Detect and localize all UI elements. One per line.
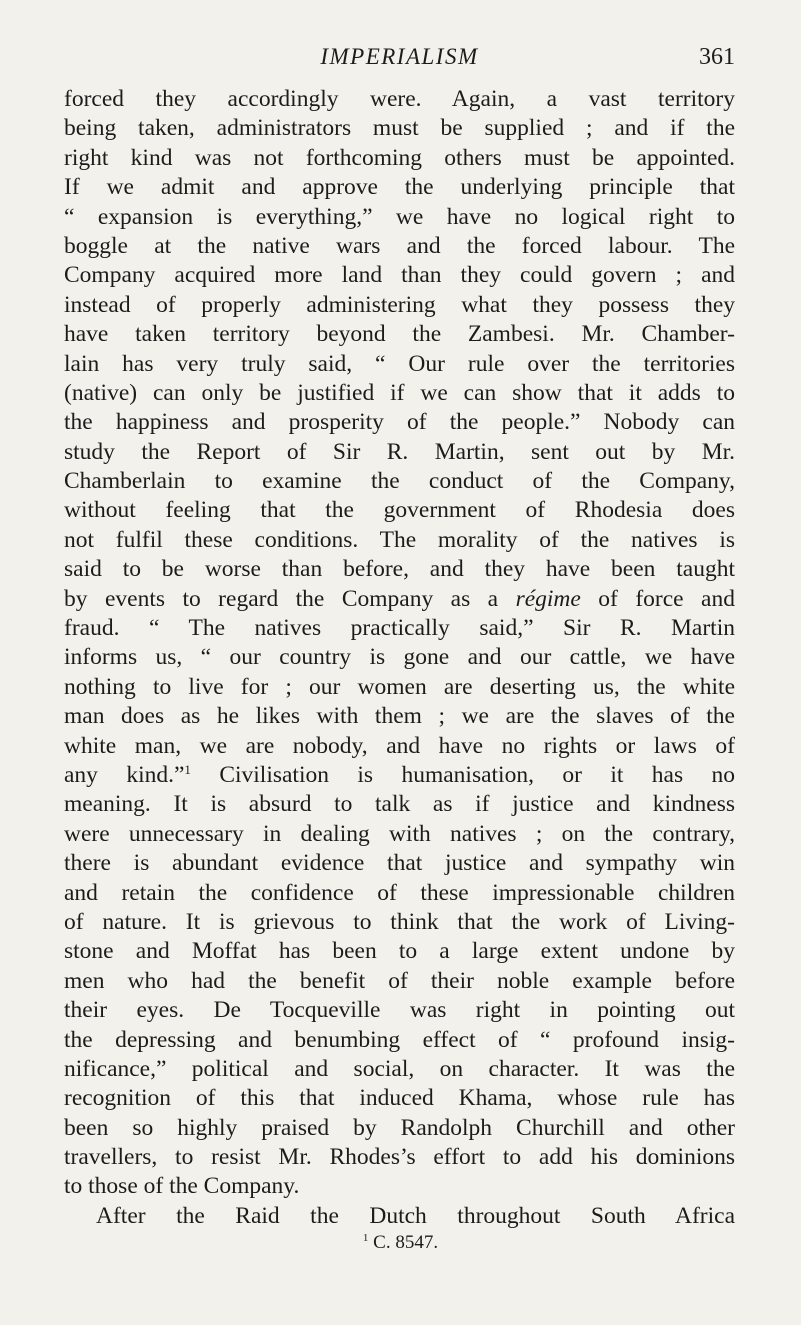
- text-line-paragraph-start: After the Raid the Dutch throughout South Africa: [96, 1202, 735, 1229]
- text-line: “ expansion is everything,” we have no logical right to: [64, 203, 735, 230]
- text-line: their eyes. De Tocqueville was right in pointing out: [64, 997, 735, 1024]
- text-line: of nature. It is grievous to think that the work of Living-: [64, 908, 735, 935]
- text-line-regime: by events to regard the Company as a régime of force and: [64, 585, 735, 612]
- text-line: right kind was not forthcoming others must be appointed.: [64, 144, 735, 171]
- text-line: have taken territory beyond the Zambesi. Mr. Chamber-: [64, 321, 735, 348]
- text-line: boggle at the native wars and the forced labour. The: [64, 232, 735, 259]
- text-line: Company acquired more land than they could govern ; and: [64, 262, 735, 289]
- text-line: (native) can only be justified if we can show that it adds to: [64, 379, 735, 406]
- text-line: nificance,” political and social, on character. It was the: [64, 1055, 735, 1082]
- text-line: and retain the confidence of these impressionable children: [64, 879, 735, 906]
- text-line: without feeling that the government of Rhodesia does: [64, 497, 735, 524]
- text-line: white man, we are nobody, and have no rights or laws of: [64, 732, 735, 759]
- footnote-text: C. 8547.: [373, 1232, 439, 1253]
- text-line: instead of properly administering what they possess they: [64, 291, 735, 318]
- text-line: travellers, to resist Mr. Rhodes’s effort to add his dominions: [64, 1144, 735, 1171]
- text-line: recognition of this that induced Khama, whose rule has: [64, 1085, 735, 1112]
- text-line: If we admit and approve the underlying principle that: [64, 174, 735, 201]
- text-line: been so highly praised by Randolph Churchill and other: [64, 1114, 735, 1141]
- running-title: IMPERIALISM: [320, 44, 479, 69]
- body-text: [64, 85, 735, 1231]
- text-line: informs us, “ our country is gone and our cattle, we have: [64, 644, 735, 671]
- text-line: being taken, administrators must be supplied ; and if the: [64, 115, 735, 142]
- text-line: man does as he likes with them ; we are the slaves of the: [64, 703, 735, 730]
- text-line: Chamberlain to examine the conduct of the Company,: [64, 468, 735, 495]
- text-line: meaning. It is absurd to talk as if justice and kindness: [64, 791, 735, 818]
- text-line: study the Report of Sir R. Martin, sent out by Mr.: [64, 438, 735, 465]
- text-line: lain has very truly said, “ Our rule over the territories: [64, 350, 735, 377]
- page-number: 361: [699, 44, 735, 70]
- footnote-marker: 1: [362, 1232, 369, 1244]
- text-line: nothing to live for ; our women are deserting us, the white: [64, 673, 735, 700]
- text-line: forced they accordingly were. Again, a vast territory: [64, 86, 735, 112]
- text-line: said to be worse than before, and they have been taught: [64, 556, 735, 583]
- running-head: [64, 40, 735, 74]
- text-line-footnote-ref: any kind.”$^1$ Civilisation is humanisation, or it has no: [64, 761, 736, 788]
- footnote-reference: 1: [184, 761, 191, 777]
- text-line: were unnecessary in dealing with natives ; on the contrary,: [64, 820, 735, 847]
- italic-word: régime: [515, 585, 581, 612]
- text-line: the happiness and prosperity of the people.” Nobody can: [64, 409, 735, 436]
- text-line: there is abundant evidence that justice and sympathy win: [64, 850, 735, 877]
- text-line: men who had the benefit of their noble example before: [64, 967, 735, 994]
- footnote: [0, 1230, 801, 1256]
- text-line: not fulfil these conditions. The morality of the natives is: [64, 526, 735, 553]
- text-line-paragraph-end: to those of the Company.: [64, 1173, 300, 1200]
- text-line: fraud. “ The natives practically said,” Sir R. Martin: [64, 615, 735, 642]
- text-line: stone and Moffat has been to a large extent undone by: [64, 938, 735, 965]
- text-line: the depressing and benumbing effect of “ profound insig-: [64, 1026, 735, 1053]
